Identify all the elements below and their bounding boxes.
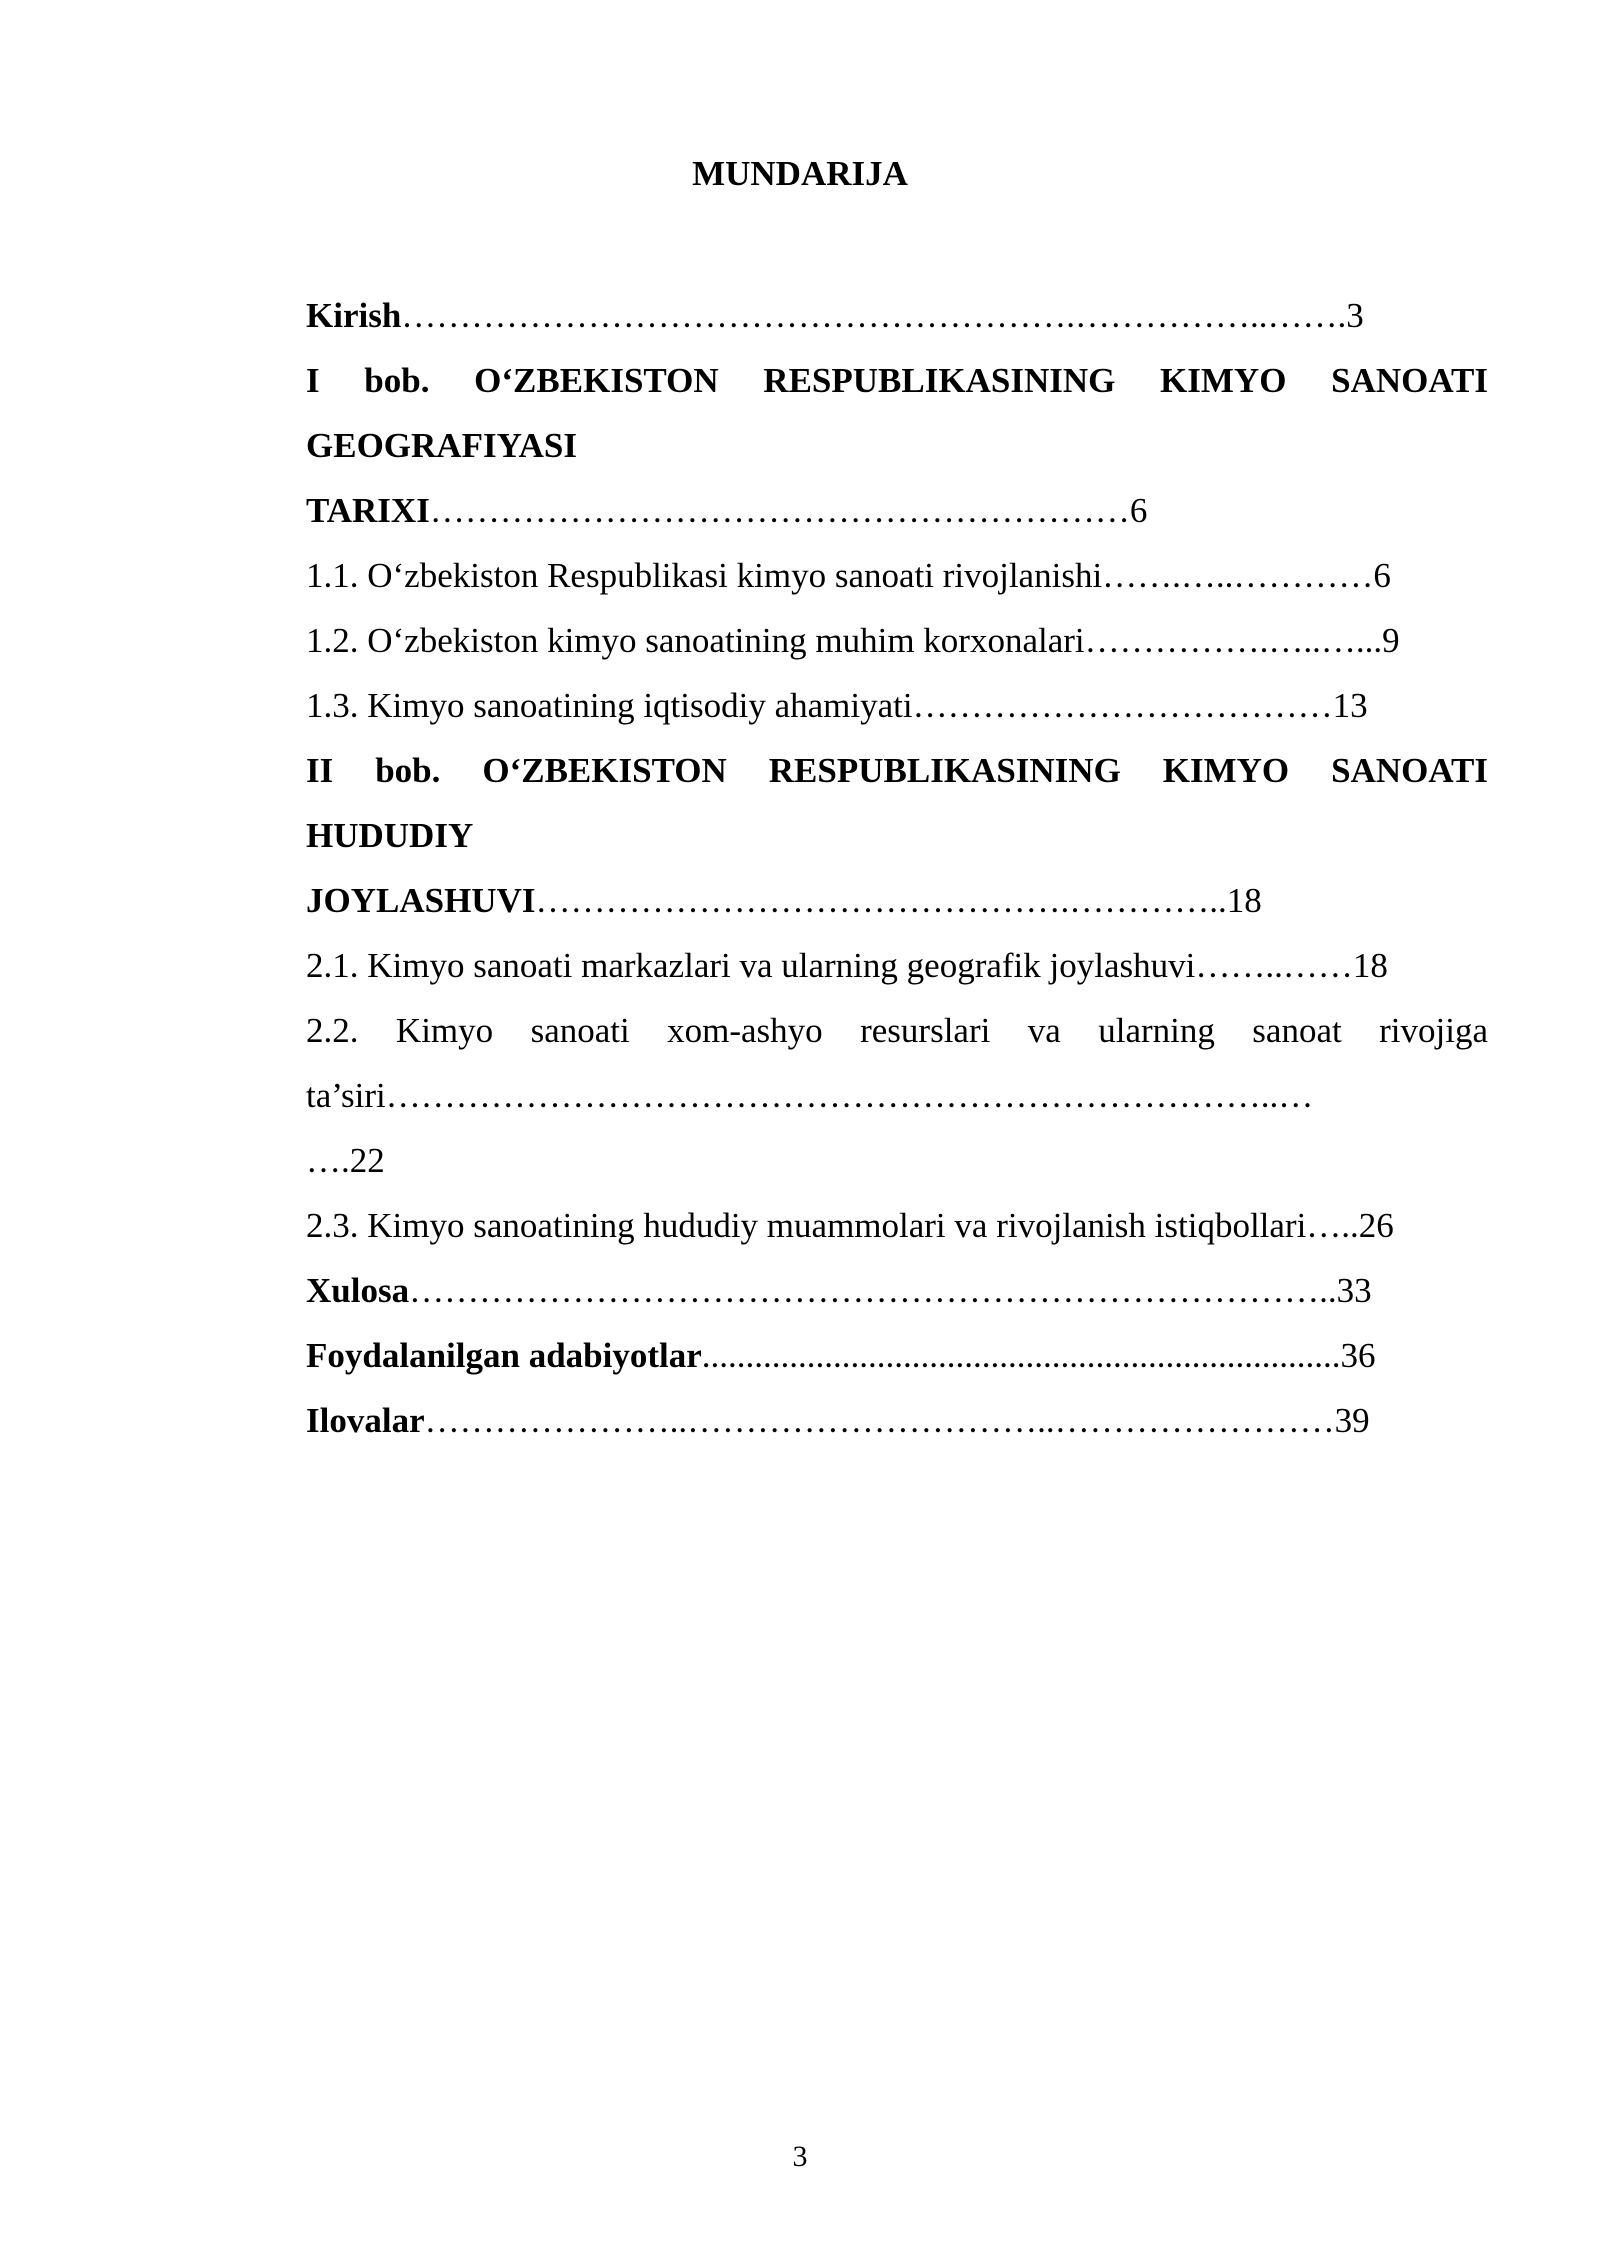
toc-section-2-3: 2.3. Kimyo sanoatining hududiy muammolari va rivojlanish istiqbollari…..26: [306, 1206, 1394, 1245]
toc-chapter-2-heading-cont: HUDUDIY: [306, 816, 474, 855]
toc-section-2-2-page: ….22: [306, 1141, 385, 1180]
toc-chapter-1-heading-cont: GEOGRAFIYASI: [306, 426, 577, 465]
toc-chapter-2-heading-end: [306, 868, 1488, 933]
toc-entry-ilovalar: [306, 1388, 1488, 1453]
toc-section-2-2: 2.2. Kimyo sanoati xom-ashyo resurslari va ularning sanoat rivojiga: [306, 1011, 1488, 1050]
toc-label: JOYLASHUVI: [306, 881, 536, 920]
toc-leader: ………………………………………………….……………..…….3: [401, 296, 1364, 335]
toc-leader: .........................................................................36: [701, 1336, 1376, 1375]
toc-entry-xulosa: [306, 1258, 1488, 1323]
toc-label: Kirish: [306, 296, 402, 335]
toc-chapter-1-heading-end: [306, 478, 1488, 543]
toc-leader: ……………………………………………………………………..33: [409, 1271, 1372, 1310]
toc-label: Foydalanilgan adabiyotlar: [306, 1336, 702, 1375]
toc-leader: ……………………………………………………6: [429, 491, 1148, 530]
page-title: MUNDARIJA: [692, 154, 908, 193]
toc-leader: …………………..…………………………..……………………39: [424, 1401, 1370, 1440]
toc-section-1-3: 1.3. Kimyo sanoatining iqtisodiy ahamiyati………………………………13: [306, 686, 1368, 725]
toc-section-1-2: 1.2. O‘zbekiston kimyo sanoatining muhim korxonalari…………….…..…...9: [306, 621, 1400, 660]
toc-entry-kirish: [306, 283, 1488, 348]
toc-chapter-2-heading: II bob. O‘ZBEKISTON RESPUBLIKASINING KIMYO SANOATI: [306, 751, 1488, 790]
page-number: 3: [792, 2140, 808, 2173]
table-of-contents: [306, 283, 1488, 1453]
toc-section-2-1: 2.1. Kimyo sanoati markazlari va ularning geografik joylashuvi……..……18: [306, 946, 1388, 985]
toc-leader: ……………………………………….…………..18: [535, 881, 1262, 920]
toc-entry-adabiyotlar: [306, 1323, 1488, 1388]
toc-label: TARIXI: [306, 491, 430, 530]
toc-label: Xulosa: [306, 1271, 410, 1310]
toc-label: Ilovalar: [306, 1401, 425, 1440]
toc-chapter-1-heading: I bob. O‘ZBEKISTON RESPUBLIKASINING KIMYO SANOATI: [306, 361, 1488, 400]
toc-section-2-2-cont: ta’siri…………………………………………………………………..…: [306, 1076, 1314, 1115]
toc-section-1-1: 1.1. O‘zbekiston Respublikasi kimyo sanoati rivojlanishi…….…..…………6: [306, 556, 1391, 595]
